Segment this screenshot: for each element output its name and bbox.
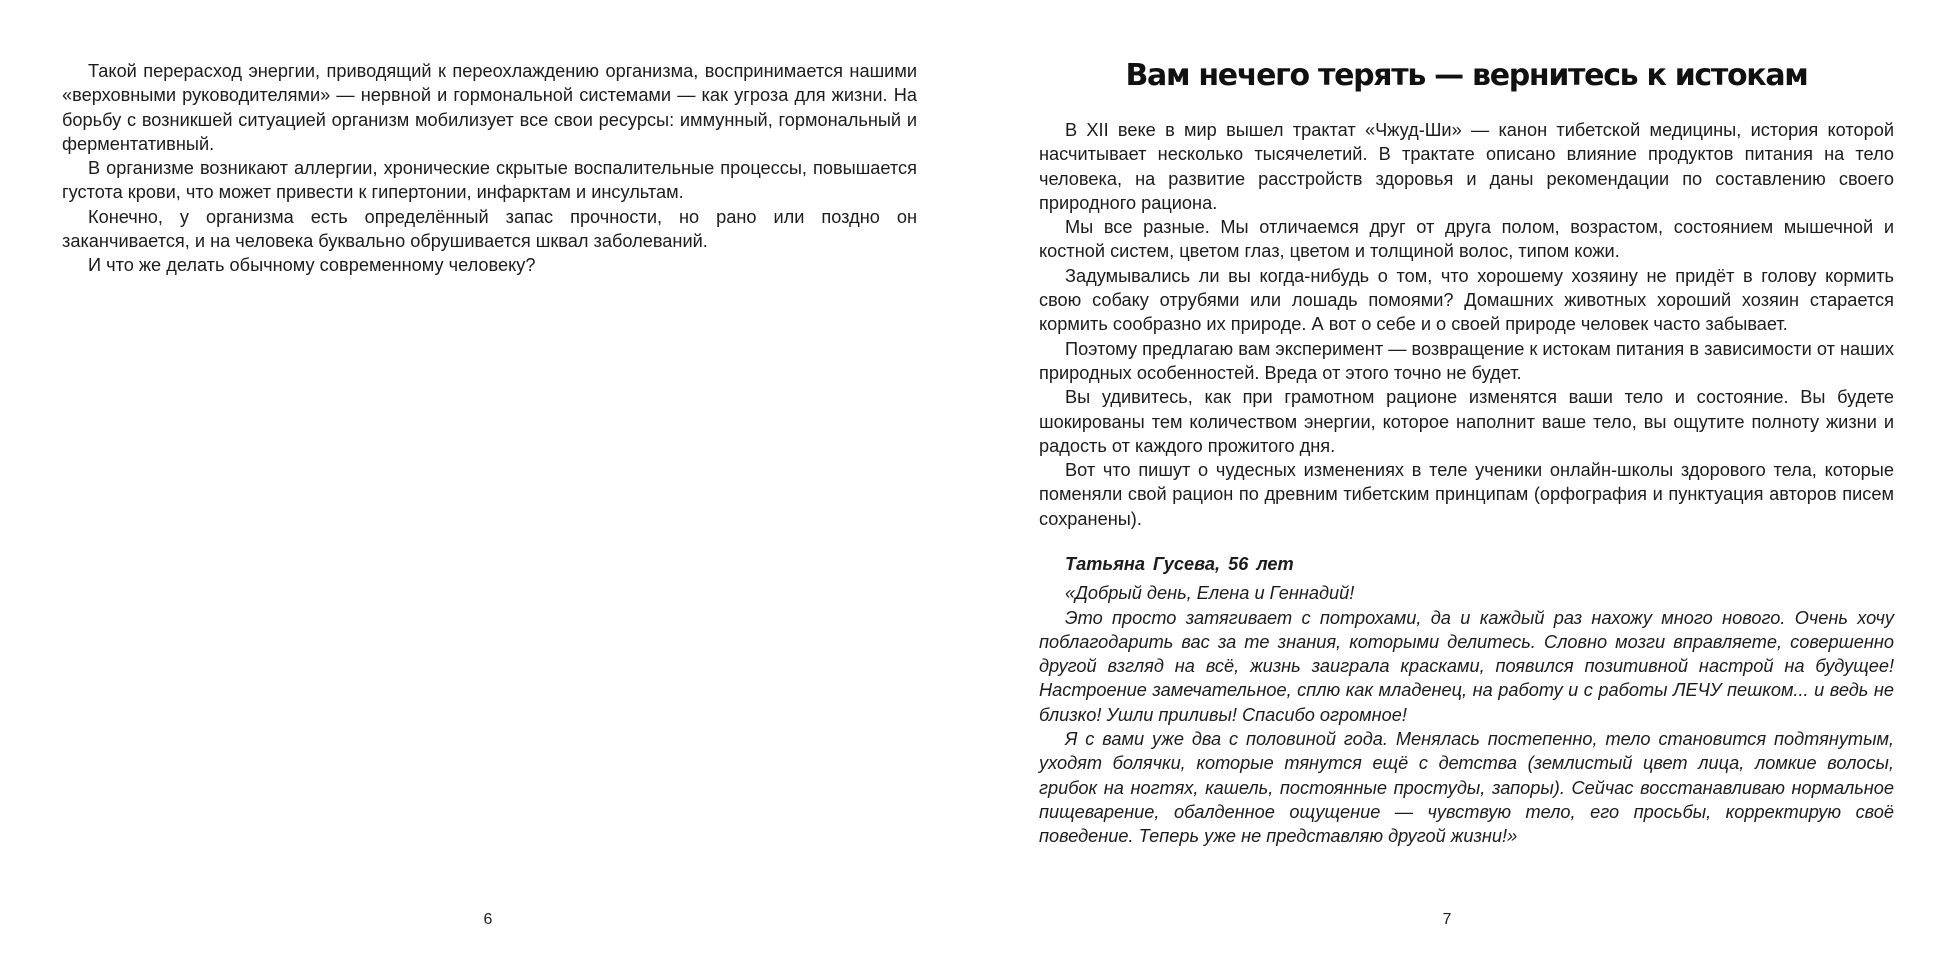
letter-paragraph: «Добрый день, Елена и Геннадий! [1065,583,1355,604]
paragraph: Вот что пишут о чудесных изменениях в теле ученики онлайн-школы здорового тела, которые поменяли свой рацион по древним тибетским принципам (орфография и пунктуация авторов писем сохранены). [1039,460,1894,529]
testimonial-letter [1039,552,1894,849]
chapter-heading: Вам нечего терять — вернитесь к истокам [1125,58,1808,93]
paragraph: В организме возникают аллергии, хронические скрытые воспалительные процессы, повышается густота крови, что может привести к гипертонии, инфарктам и инсультам. [62,158,917,203]
paragraph: Задумывались ли вы когда-нибудь о том, что хорошему хозяину не придёт в голову кормить свою собаку отрубями или лошадь помоями? Домашних животных хороший хозяин старается кормить сообразно их природе. А вот о себе и о своей природе человек часто забывает. [1039,265,1894,335]
paragraph: Мы все разные. Мы отличаемся друг от друга полом, возрастом, состоянием мышечной и костной систем, цветом глаз, цветом и толщиной волос, типом кожи. [1039,217,1894,262]
left-page-text [62,59,917,278]
paragraph: Конечно, у организма есть определённый запас прочности, но рано или поздно он заканчивается, и на человека буквально обрушивается шквал заболеваний. [62,206,917,252]
paragraph: Вы удивитесь, как при грамотном рационе изменятся ваши тело и состояние. Вы будете шокированы тем количеством энергии, которое наполнит ваше тело, вы ощутите полноту жизни и радость от каждого прожитого дня. [1039,387,1894,456]
page-number-right: 7 [1442,911,1452,928]
right-page-text [1039,118,1894,531]
right-page [973,0,1946,973]
paragraph: Такой перерасход энергии, приводящий к переохлаждению организма, воспринимается нашими «верховными руководителями» — нервной и гормональной системами — как угроза для жизни. На борьбу с возникшей ситуацией организм мобилизует все свои ресурсы: иммунный, гормональный и ферментативный. [62,61,917,154]
letter-author: Татьяна Гусева, 56 лет [1065,554,1294,574]
paragraph: И что же делать обычному современному человеку? [88,255,536,276]
paragraph: Поэтому предлагаю вам эксперимент — возвращение к истокам питания в зависимости от наших природных особенностей. Вреда от этого точно не будет. [1039,338,1894,383]
paragraph: В XII веке в мир вышел трактат «Чжуд-Ши» — канон тибетской медицины, история которой насчитывает несколько тысячелетий. В трактате описано влияние продуктов питания на тело человека, на развитие расстройств здоровья и даны рекомендации по составлению своего природного рациона. [1039,120,1894,213]
page-number-left: 6 [483,911,493,928]
letter-paragraph: Я с вами уже два с половиной года. Менялась постепенно, тело становится подтянутым, уходят болячки, которые тянутся ещё с детства (землистый цвет лица, ломкие волосы, грибок на ногтях, кашель, постоянные простуды, запоры). Сейчас восстанавливаю нормальное пищеварение, обалденное ощущение — чувствую тело, его просьбы, корректирую своё поведение. Теперь уже не представляю другой жизни!» [1039,729,1894,847]
letter-paragraph: Это просто затягивает с потрохами, да и каждый раз нахожу много нового. Очень хочу поблагодарить вас за те знания, которыми делитесь. Словно мозги вправляете, совершенно другой взгляд на всё, жизнь заиграла красками, появился позитивной настрой на будущее! Настроение замечательное, сплю как младенец, на работу и с работы ЛЕЧУ пешком... и ведь не близко! Ушли приливы! Спасибо огромное! [1039,607,1894,725]
